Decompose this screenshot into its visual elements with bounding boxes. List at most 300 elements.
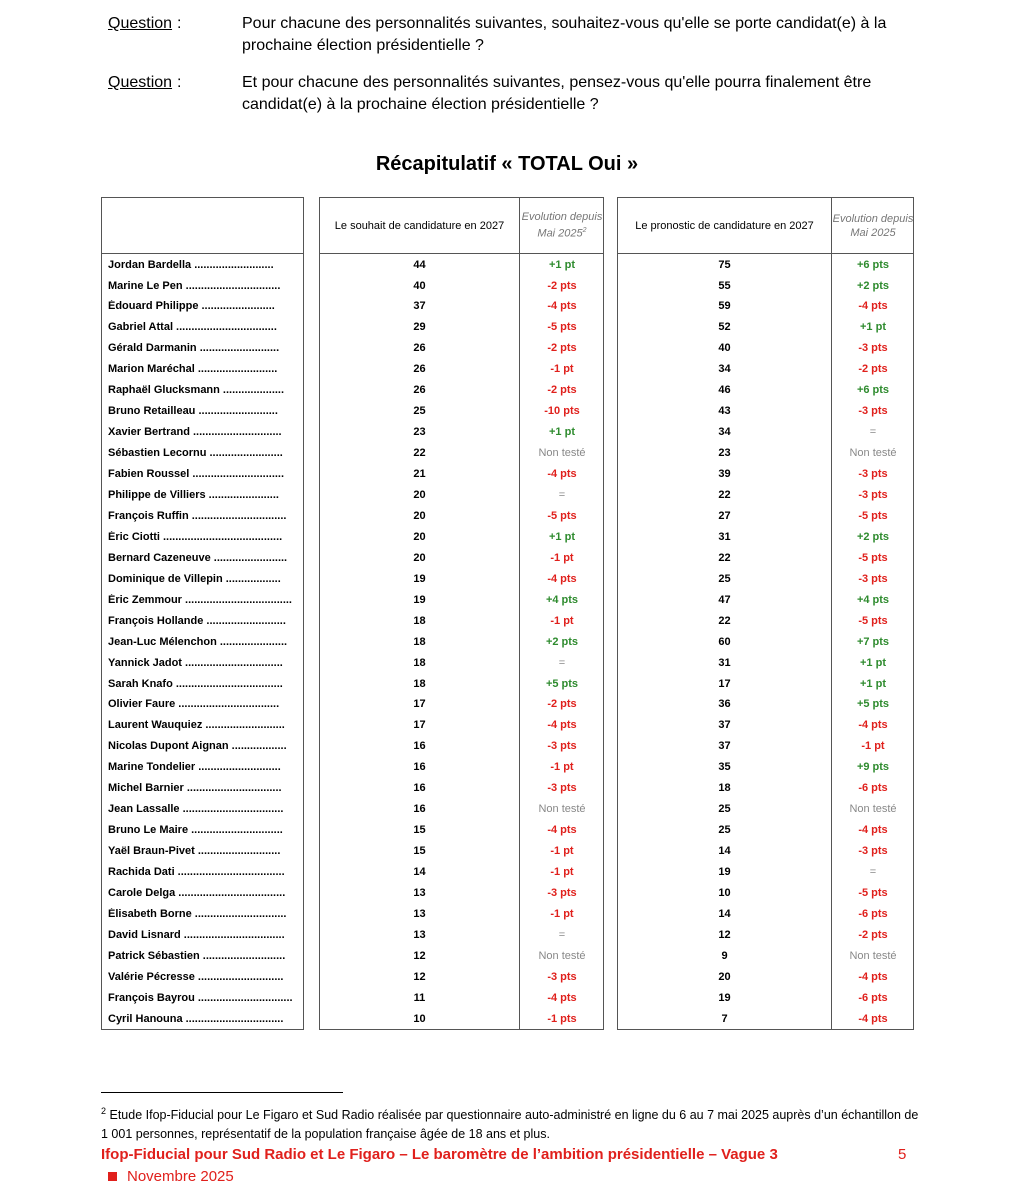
pronostic-value: 35	[718, 761, 731, 774]
table-row	[618, 966, 913, 987]
table-row	[618, 694, 913, 715]
table-row	[618, 862, 913, 883]
pronostic-value: 7	[721, 1012, 728, 1025]
souhait-header: Le souhait de candidature en 2027	[334, 219, 505, 232]
candidate-name: François Ruffin ...............................	[108, 509, 287, 522]
souhait-value: 15	[413, 824, 426, 837]
souhait-evolution: -1 pt	[550, 363, 574, 376]
souhait-evolution: -4 pts	[547, 300, 577, 313]
pronostic-evolution: -3 pts	[858, 488, 888, 501]
souhait-value: 29	[413, 321, 426, 334]
souhait-value: 21	[413, 468, 426, 480]
table-row	[102, 841, 303, 862]
pronostic-value: 25	[718, 824, 731, 837]
table-row	[618, 589, 913, 610]
pronostic-evolution: +1 pt	[860, 677, 886, 690]
candidate-name: Carole Delga ...................................	[108, 887, 286, 899]
souhait-evolution: -4 pts	[547, 719, 577, 732]
pronostic-value: 37	[718, 740, 731, 753]
pronostic-evolution: -5 pts	[858, 887, 888, 899]
pronostic-value: 55	[718, 279, 731, 292]
souhait-evolution: =	[558, 928, 566, 941]
table-row	[618, 673, 913, 694]
souhait-evolution: -2 pts	[547, 279, 577, 292]
souhait-evolution: +1 pt	[549, 530, 575, 543]
question-text: Et pour chacune des personnalités suivantes, pensez-vous qu'elle pourra finalement être candidat(e) à la prochaine élection présidentielle ?	[242, 74, 872, 113]
table-row	[618, 1008, 913, 1029]
question-label: Question	[108, 15, 173, 32]
table-row	[320, 631, 603, 652]
souhait-value: 20	[413, 530, 426, 543]
table-row	[320, 736, 603, 757]
souhait-value: 16	[413, 782, 426, 795]
pronostic-value: 10	[718, 887, 731, 899]
souhait-evolution: +1 pt	[549, 258, 575, 271]
candidate-name: Sarah Knafo ...................................	[108, 677, 283, 690]
table-row	[320, 568, 603, 589]
souhait-evolution: -1 pt	[550, 614, 574, 627]
souhait-evolution: -4 pts	[547, 572, 577, 585]
pronostic-header: Le pronostic de candidature en 2027	[635, 219, 814, 232]
souhait-value: 15	[413, 845, 426, 858]
pronostic-value: 60	[718, 635, 731, 648]
souhait-evolution: =	[558, 488, 566, 501]
pronostic-value: 59	[718, 300, 731, 313]
table-row	[320, 820, 603, 841]
souhait-evolution: -4 pts	[547, 991, 577, 1004]
souhait-evolution: -3 pts	[547, 970, 577, 983]
footnote-ref: 2	[582, 227, 587, 235]
pronostic-value: 34	[718, 426, 731, 439]
pronostic-value: 22	[718, 614, 731, 627]
souhait-evolution: -1 pts	[547, 1012, 577, 1025]
souhait-column	[319, 197, 604, 1030]
pronostic-evolution: Non testé	[849, 803, 897, 816]
souhait-value: 17	[413, 698, 426, 711]
candidate-name: Élisabeth Borne ..............................	[108, 907, 287, 920]
souhait-value: 10	[413, 1012, 426, 1025]
table-row	[102, 820, 303, 841]
souhait-value: 12	[413, 949, 426, 962]
evolution-header-2: Evolution depuis Mai 2025	[832, 212, 914, 239]
question-label: Question	[108, 74, 173, 91]
pronostic-evolution: -6 pts	[858, 782, 888, 795]
souhait-evolution: +4 pts	[545, 593, 579, 606]
table-row	[320, 799, 603, 820]
footnote-separator	[101, 1092, 343, 1093]
pronostic-evolution: -3 pts	[858, 342, 888, 355]
table-row	[320, 966, 603, 987]
pronostic-evolution: -6 pts	[858, 907, 888, 920]
pronostic-value: 39	[718, 468, 731, 480]
pronostic-evolution: +9 pts	[856, 761, 890, 774]
souhait-evolution: -4 pts	[547, 468, 577, 480]
candidate-name: David Lisnard .................................	[108, 928, 285, 941]
table-row	[618, 610, 913, 631]
pronostic-value: 37	[718, 719, 731, 732]
footnote	[101, 1102, 921, 1144]
pronostic-value: 36	[718, 698, 731, 711]
candidate-name: Philippe de Villiers .......................	[108, 488, 279, 501]
table-row	[320, 275, 603, 296]
table-row	[102, 924, 303, 945]
souhait-evolution: Non testé	[538, 803, 586, 816]
pronostic-value: 22	[718, 551, 731, 564]
table-row	[102, 631, 303, 652]
table-row	[320, 778, 603, 799]
table-row	[102, 673, 303, 694]
souhait-value: 14	[413, 866, 426, 878]
souhait-value: 26	[413, 363, 426, 376]
pronostic-evolution: +6 pts	[856, 258, 890, 271]
pronostic-column	[617, 197, 914, 1030]
souhait-value: 18	[413, 677, 426, 690]
candidate-name: Cyril Hanouna ................................	[108, 1012, 284, 1025]
souhait-value: 18	[413, 614, 426, 627]
candidate-name: Rachida Dati ...................................	[108, 866, 285, 878]
souhait-evolution: -4 pts	[547, 824, 577, 837]
table-row	[102, 254, 303, 275]
pronostic-value: 17	[718, 677, 731, 690]
souhait-value: 25	[413, 405, 426, 418]
souhait-evolution: -2 pts	[547, 342, 577, 355]
souhait-value: 26	[413, 342, 426, 355]
candidate-name: Michel Barnier ...............................	[108, 782, 282, 795]
pronostic-value: 46	[718, 384, 731, 397]
candidate-name: Sébastien Lecornu ........................	[108, 447, 283, 459]
pronostic-evolution: Non testé	[849, 949, 897, 962]
pronostic-value: 25	[718, 572, 731, 585]
table-row	[320, 652, 603, 673]
pronostic-value: 25	[718, 803, 731, 816]
table-row	[102, 359, 303, 380]
pronostic-value: 23	[718, 447, 731, 459]
candidate-name: Yaël Braun-Pivet ...........................	[108, 845, 281, 858]
table-row	[102, 505, 303, 526]
table-row	[618, 505, 913, 526]
table-row	[618, 903, 913, 924]
table-row	[102, 610, 303, 631]
table-row	[102, 547, 303, 568]
table-row	[618, 547, 913, 568]
table-row	[320, 296, 603, 317]
souhait-evolution: -5 pts	[547, 321, 577, 334]
pronostic-evolution: -6 pts	[858, 991, 888, 1004]
table-row	[618, 757, 913, 778]
pronostic-evolution: +2 pts	[856, 279, 890, 292]
pronostic-evolution: -4 pts	[858, 1012, 888, 1025]
pronostic-value: 27	[718, 509, 731, 522]
table-row	[618, 275, 913, 296]
candidate-name: Yannick Jadot ................................	[108, 656, 283, 669]
table-row	[320, 1008, 603, 1029]
candidate-name: Xavier Bertrand .............................	[108, 426, 282, 439]
pronostic-evolution: +7 pts	[856, 635, 890, 648]
table-row	[102, 338, 303, 359]
table-row	[618, 464, 913, 485]
table-row	[102, 464, 303, 485]
candidate-name: Jean-Luc Mélenchon ......................	[108, 635, 288, 648]
pronostic-evolution: -3 pts	[858, 405, 888, 418]
footnote-number: 2	[101, 1106, 107, 1116]
souhait-evolution: +1 pt	[549, 426, 575, 439]
souhait-value: 23	[413, 426, 426, 439]
souhait-evolution: -2 pts	[547, 698, 577, 711]
souhait-value: 19	[413, 593, 426, 606]
souhait-value: 16	[413, 740, 426, 753]
table-row	[618, 778, 913, 799]
pronostic-value: 75	[718, 258, 731, 271]
table-row	[618, 338, 913, 359]
table-row	[102, 694, 303, 715]
souhait-evolution: -3 pts	[547, 740, 577, 753]
souhait-evolution: +5 pts	[545, 677, 579, 690]
table-row	[320, 589, 603, 610]
pronostic-value: 31	[718, 656, 731, 669]
table-row	[618, 924, 913, 945]
evolution-header-text: Evolution depuis Mai 2025	[521, 211, 603, 240]
candidate-name: Laurent Wauquiez ..........................	[108, 719, 285, 732]
table-row	[102, 568, 303, 589]
table-row	[320, 317, 603, 338]
souhait-value: 11	[413, 991, 426, 1004]
souhait-value: 19	[413, 572, 426, 585]
evolution-header-1	[520, 198, 604, 253]
souhait-value: 40	[413, 279, 426, 292]
table-row	[320, 757, 603, 778]
table-row	[618, 945, 913, 966]
souhait-evolution: Non testé	[538, 447, 586, 459]
table-row	[618, 296, 913, 317]
table-title: Récapitulatif « TOTAL Oui »	[375, 153, 639, 175]
souhait-value: 18	[413, 635, 426, 648]
pronostic-evolution: +2 pts	[856, 530, 890, 543]
footer-title: Ifop-Fiducial pour Sud Radio et Le Figaro – Le baromètre de l’ambition présidentielle – Vague 3	[101, 1146, 778, 1163]
candidate-name: Marion Maréchal ..........................	[108, 363, 278, 376]
page-number: 5	[898, 1146, 907, 1163]
pronostic-value: 22	[718, 488, 731, 501]
table-row	[320, 464, 603, 485]
table-row	[320, 862, 603, 883]
pronostic-value: 9	[721, 949, 728, 962]
souhait-value: 13	[413, 887, 426, 899]
table-row	[320, 694, 603, 715]
red-square-icon	[108, 1172, 117, 1181]
table-row	[320, 443, 603, 464]
souhait-value: 20	[413, 488, 426, 501]
table-row	[618, 484, 913, 505]
pronostic-evolution: -5 pts	[858, 509, 888, 522]
table-row	[618, 631, 913, 652]
pronostic-evolution: -3 pts	[858, 572, 888, 585]
table-row	[618, 359, 913, 380]
pronostic-evolution: +1 pt	[860, 321, 886, 334]
table-row	[320, 505, 603, 526]
footer-date	[108, 1168, 234, 1185]
pronostic-value: 14	[718, 845, 731, 858]
souhait-evolution: -1 pt	[550, 761, 574, 774]
table-row	[102, 966, 303, 987]
souhait-evolution: -2 pts	[547, 384, 577, 397]
table-row	[618, 317, 913, 338]
table-row	[102, 484, 303, 505]
souhait-value: 37	[413, 300, 426, 313]
pronostic-evolution: -5 pts	[858, 551, 888, 564]
souhait-value: 13	[413, 907, 426, 920]
table-row	[320, 610, 603, 631]
table-row	[102, 589, 303, 610]
table-row	[102, 715, 303, 736]
table-row	[102, 652, 303, 673]
souhait-evolution: -1 pt	[550, 845, 574, 858]
table-row	[618, 715, 913, 736]
table-row	[102, 862, 303, 883]
table-row	[320, 924, 603, 945]
table-row	[618, 422, 913, 443]
pronostic-evolution: +6 pts	[856, 384, 890, 397]
candidate-name: Valérie Pécresse ............................	[108, 970, 284, 983]
table-row	[320, 715, 603, 736]
question-text: Pour chacune des personnalités suivantes, souhaitez-vous qu'elle se porte candidat(e) à la prochaine élection présidentielle ?	[242, 15, 887, 54]
table-row	[618, 987, 913, 1008]
question-colon: :	[177, 74, 182, 91]
souhait-evolution: -3 pts	[547, 887, 577, 899]
table-row	[320, 422, 603, 443]
candidate-name: Fabien Roussel ..............................	[108, 468, 285, 480]
pronostic-value: 31	[718, 530, 731, 543]
souhait-evolution: -3 pts	[547, 782, 577, 795]
table-row	[618, 736, 913, 757]
table-row	[102, 401, 303, 422]
table-row	[320, 401, 603, 422]
candidate-name: Gabriel Attal .................................	[108, 321, 277, 334]
table-row	[618, 401, 913, 422]
table-row	[618, 841, 913, 862]
souhait-value: 12	[413, 970, 426, 983]
candidate-name: Dominique de Villepin ..................	[108, 572, 281, 585]
pronostic-value: 14	[718, 907, 731, 920]
candidate-name: Bruno Retailleau ..........................	[108, 405, 278, 418]
candidate-name: Bernard Cazeneuve ........................	[108, 551, 288, 564]
pronostic-evolution: +5 pts	[856, 698, 890, 711]
table-row	[320, 380, 603, 401]
pronostic-evolution: -5 pts	[858, 614, 888, 627]
table-row	[102, 987, 303, 1008]
souhait-value: 18	[413, 656, 426, 669]
table-row	[320, 987, 603, 1008]
table-row	[102, 757, 303, 778]
table-row	[618, 799, 913, 820]
pronostic-value: 52	[718, 321, 731, 334]
candidate-name: François Bayrou ...............................	[108, 991, 293, 1004]
souhait-evolution: -1 pt	[550, 866, 574, 878]
table-row	[320, 484, 603, 505]
footnote-text: Etude Ifop-Fiducial pour Le Figaro et Sud Radio réalisée par questionnaire auto-administré en ligne du 6 au 7 mai 2025 auprès d’un échantillon de 1 001 personnes, représentatif de la population française âgée de 18 ans et plus.	[101, 1108, 919, 1142]
table-row	[102, 317, 303, 338]
table-row	[618, 443, 913, 464]
pronostic-evolution: -4 pts	[858, 300, 888, 313]
souhait-evolution: Non testé	[538, 949, 586, 962]
pronostic-evolution: -3 pts	[858, 468, 888, 480]
table-row	[320, 547, 603, 568]
pronostic-value: 19	[718, 991, 731, 1004]
table-row	[618, 883, 913, 904]
table-row	[102, 736, 303, 757]
table-row	[320, 526, 603, 547]
pronostic-value: 19	[718, 866, 731, 878]
pronostic-value: 18	[718, 782, 731, 795]
candidate-name: François Hollande ..........................	[108, 614, 286, 627]
table-row	[102, 422, 303, 443]
pronostic-value: 40	[718, 342, 731, 355]
candidate-name: Marine Le Pen ...............................	[108, 279, 281, 292]
table-row	[102, 526, 303, 547]
pronostic-value: 12	[718, 928, 731, 941]
pronostic-evolution: +1 pt	[860, 656, 886, 669]
candidate-name: Marine Tondelier ...........................	[108, 761, 281, 774]
pronostic-value: 47	[718, 593, 731, 606]
table-row	[102, 799, 303, 820]
table-row	[320, 903, 603, 924]
table-row	[102, 296, 303, 317]
pronostic-value: 43	[718, 405, 731, 418]
date-text: Novembre 2025	[127, 1168, 234, 1185]
table-row	[102, 883, 303, 904]
souhait-evolution: -5 pts	[547, 509, 577, 522]
table-row	[618, 526, 913, 547]
pronostic-evolution: -2 pts	[858, 363, 888, 376]
table-row	[102, 380, 303, 401]
souhait-evolution: -10 pts	[544, 405, 580, 418]
table-row	[102, 275, 303, 296]
table-row	[320, 338, 603, 359]
pronostic-evolution: =	[869, 426, 877, 439]
pronostic-evolution: =	[869, 866, 877, 878]
souhait-value: 13	[413, 928, 426, 941]
question-colon: :	[177, 15, 182, 32]
candidate-name: Olivier Faure .................................	[108, 698, 280, 711]
pronostic-evolution: -2 pts	[858, 928, 888, 941]
candidate-name: Éric Zemmour ...................................	[108, 593, 292, 606]
table-row	[618, 380, 913, 401]
souhait-value: 44	[413, 258, 426, 271]
souhait-evolution: =	[558, 656, 566, 669]
pronostic-evolution: -1 pt	[861, 740, 885, 753]
table-row	[618, 820, 913, 841]
souhait-evolution: -1 pt	[550, 551, 574, 564]
table-row	[320, 945, 603, 966]
pronostic-evolution: -4 pts	[858, 824, 888, 837]
candidate-name: Gérald Darmanin ..........................	[108, 342, 280, 355]
candidate-name: Éric Ciotti .......................................	[108, 530, 283, 543]
pronostic-evolution: -3 pts	[858, 845, 888, 858]
souhait-value: 22	[413, 447, 426, 459]
candidate-name: Jean Lassalle .................................	[108, 803, 284, 816]
table-row	[102, 443, 303, 464]
candidate-name: Bruno Le Maire ..............................	[108, 824, 283, 837]
souhait-value: 16	[413, 803, 426, 816]
candidate-name: Raphaël Glucksmann ....................	[108, 384, 285, 397]
candidate-name: Patrick Sébastien ...........................	[108, 949, 286, 962]
souhait-evolution: -1 pt	[550, 907, 574, 920]
candidate-name: Nicolas Dupont Aignan ..................	[108, 740, 287, 753]
pronostic-evolution: -4 pts	[858, 970, 888, 983]
table-row	[102, 1008, 303, 1029]
table-row	[320, 254, 603, 275]
souhait-value: 17	[413, 719, 426, 732]
pronostic-value: 20	[718, 970, 731, 983]
table-row	[618, 568, 913, 589]
